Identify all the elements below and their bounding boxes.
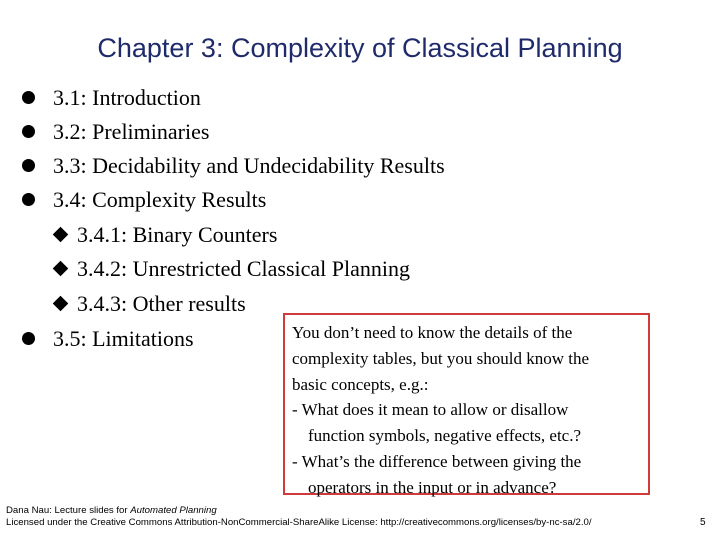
callout-line: operators in the input or in advance?: [308, 477, 557, 497]
footer-book-title: Automated Planning: [130, 505, 217, 516]
slide-title: Chapter 3: Complexity of Classical Planning: [97, 33, 623, 63]
bullet-dot-icon: [22, 91, 35, 104]
bullet-text: 3.2: Preliminaries: [53, 119, 210, 144]
sub-bullet-text: 3.4.2: Unrestricted Classical Planning: [77, 256, 410, 281]
footer-line-1: [6, 505, 591, 517]
footer-author: Dana Nau: Lecture slides for: [6, 505, 131, 516]
bullet-dot-icon: [22, 193, 35, 206]
diamond-bullet-icon: [53, 261, 69, 277]
slide-footer: [6, 505, 591, 529]
diamond-bullet-icon: [53, 227, 69, 243]
sub-bullet-text: 3.4.1: Binary Counters: [77, 222, 278, 247]
diamond-bullet-icon: [53, 296, 69, 312]
bullet-text: 3.1: Introduction: [53, 85, 201, 110]
bullet-text: 3.3: Decidability and Undecidability Results: [53, 153, 445, 178]
callout-line: - What does it mean to allow or disallow: [292, 400, 569, 420]
callout-line: basic concepts, e.g.:: [292, 374, 429, 394]
bullet-dot-icon: [22, 332, 35, 345]
sub-bullet-text: 3.4.3: Other results: [77, 291, 246, 316]
callout-line: - What’s the difference between giving the: [292, 451, 582, 471]
footer-license: Licensed under the Creative Commons Attribution-NonCommercial-ShareAlike License: http://creativecommons.org/licenses/by-nc-sa/2.0/: [6, 517, 592, 528]
bullet-dot-icon: [22, 159, 35, 172]
note-callout-box: [283, 313, 650, 495]
bullet-dot-icon: [22, 125, 35, 138]
callout-line: function symbols, negative effects, etc.?: [308, 426, 582, 446]
callout-line: You don’t need to know the details of the: [292, 323, 573, 342]
bullet-text: 3.5: Limitations: [53, 326, 194, 351]
page-number: 5: [700, 517, 706, 528]
bullet-text: 3.4: Complexity Results: [53, 187, 267, 212]
callout-line: complexity tables, but you should know the: [292, 348, 589, 368]
